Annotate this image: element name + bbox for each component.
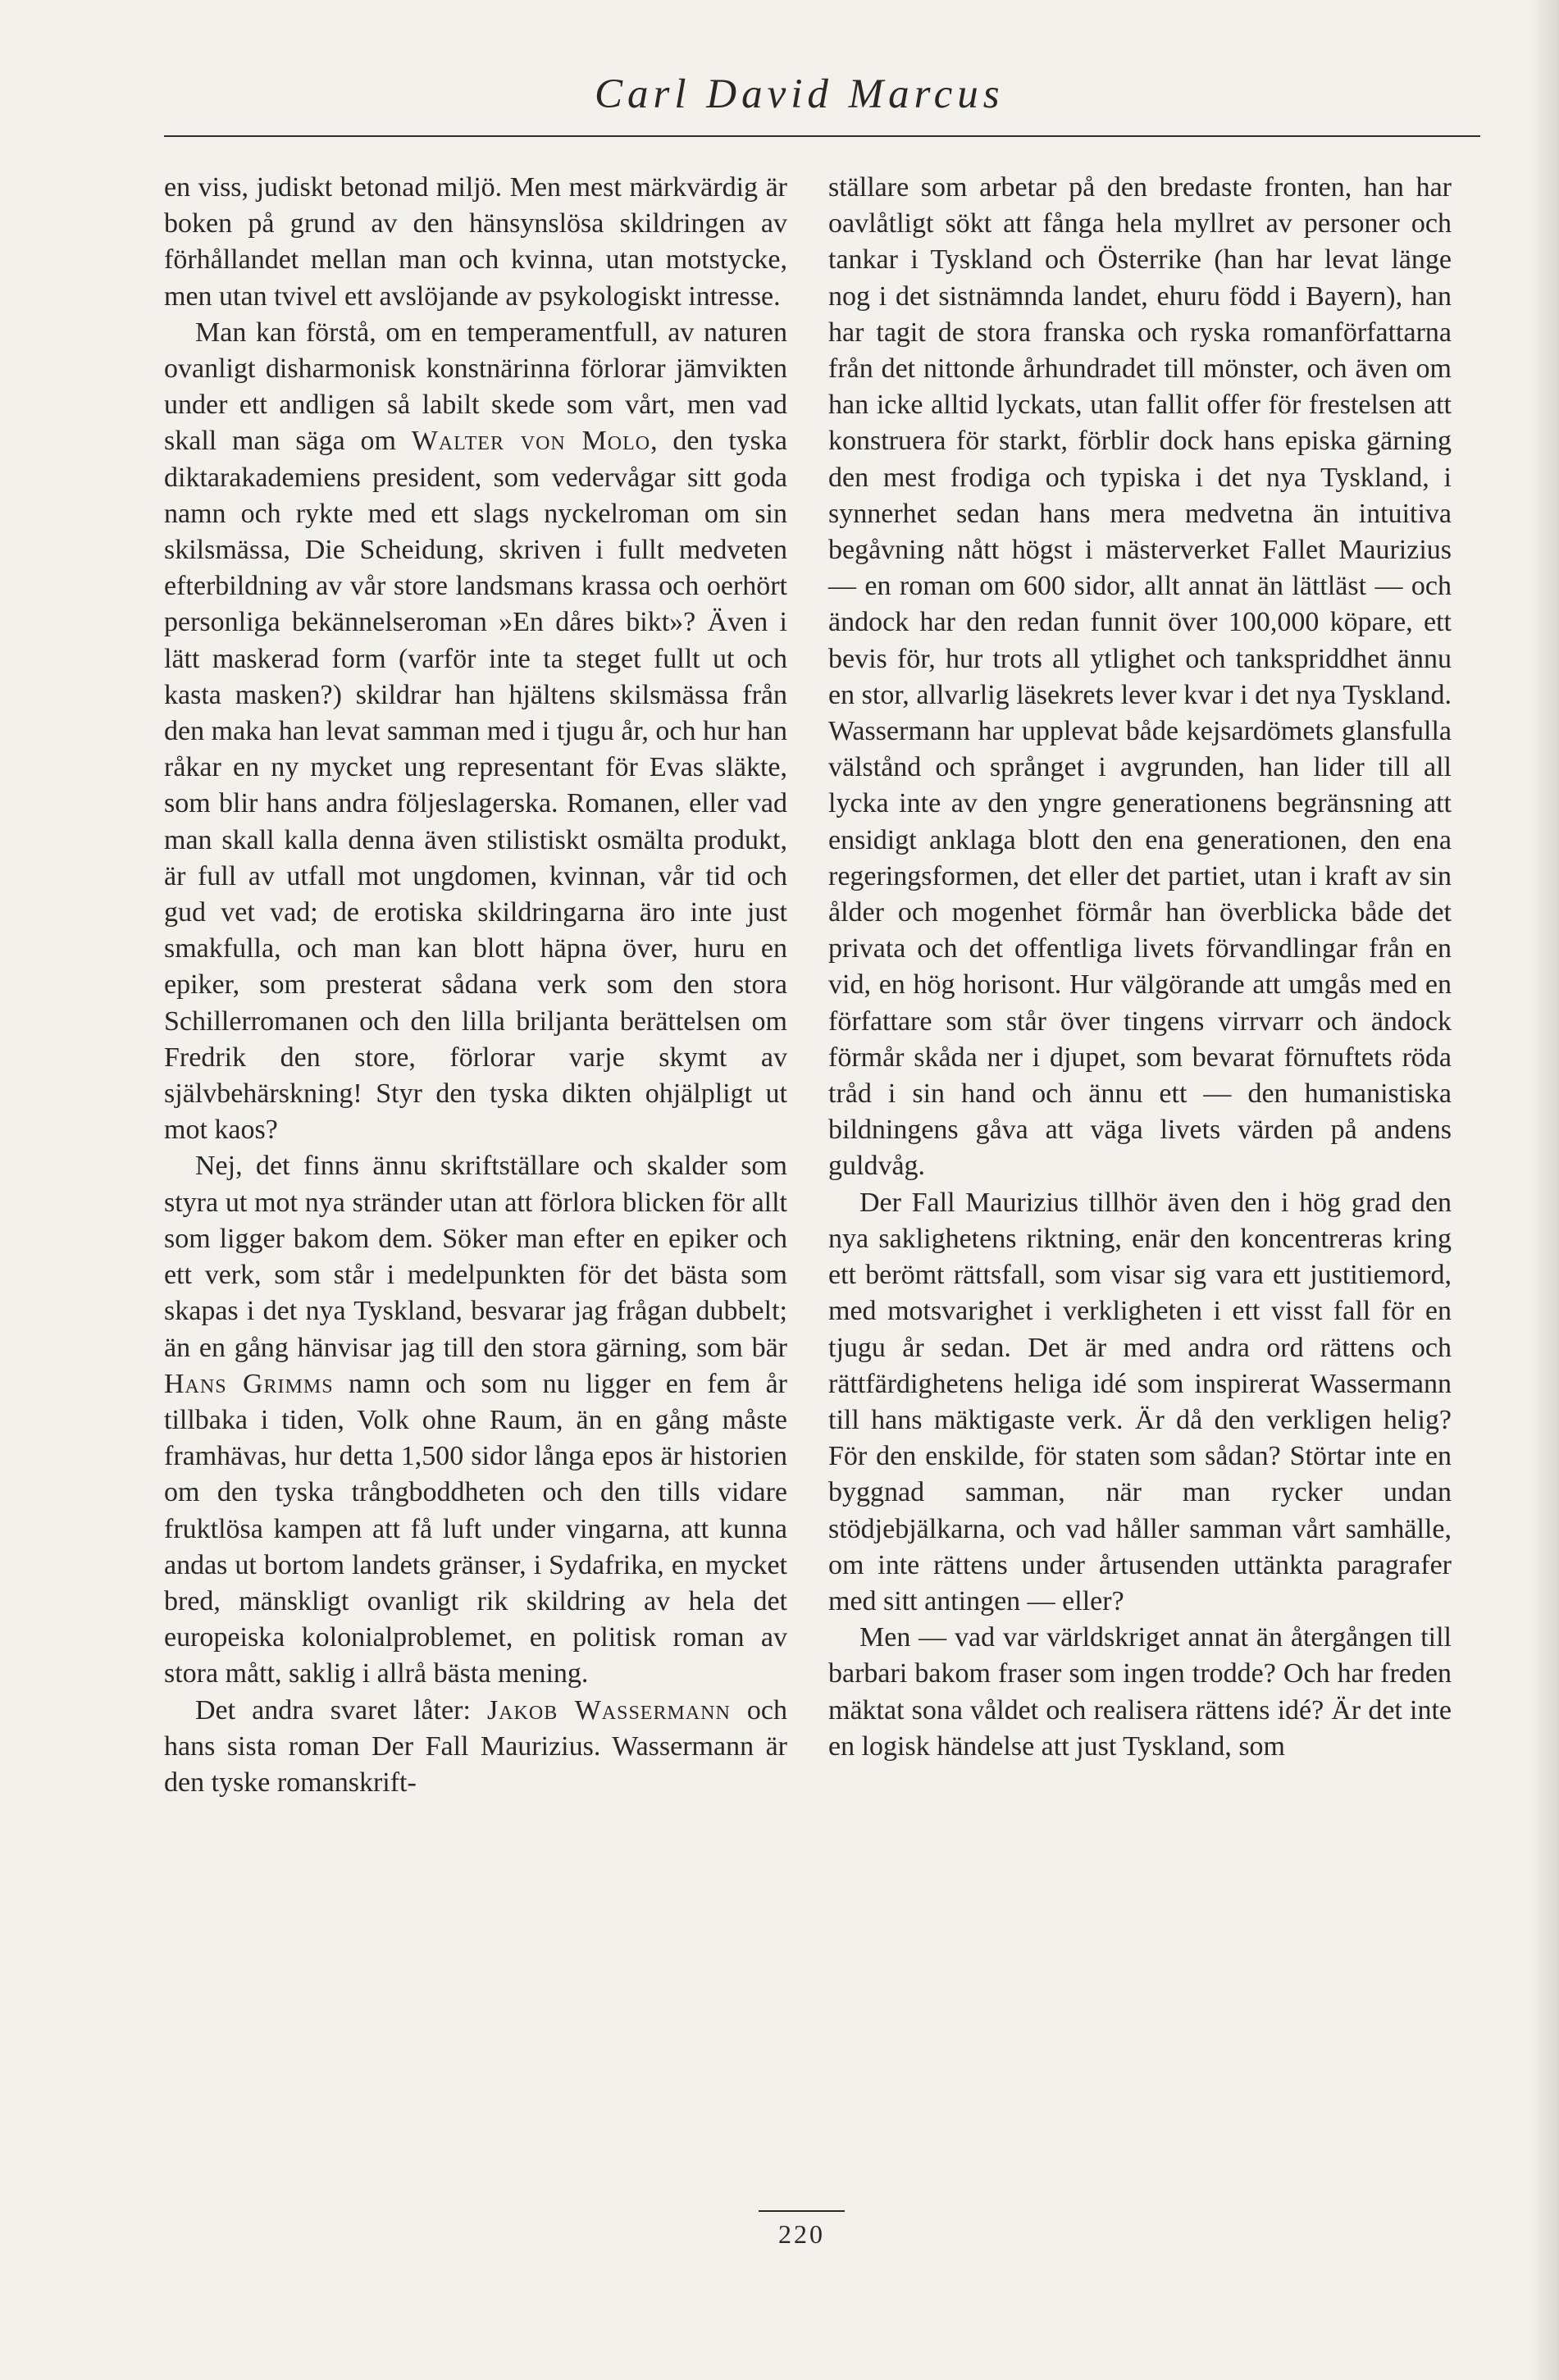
author-name: Hans Grimms xyxy=(164,1368,334,1399)
paragraph xyxy=(164,1148,787,1692)
author-name: Jakob Wassermann xyxy=(486,1694,731,1726)
paragraph: Der Fall Maurizius tillhör även den i hög grad den nya saklighetens riktning, enär den koncentreras kring ett berömt rättsfall, som visar sig vara ett justitiemord, med motsvarighet i verkligheten i ett visst fall för en tjugu år sedan. Det är med andra ord rättens och rättfärdighetens heliga idé som inspirerat Wassermann till hans mäktigaste verk. Är då den verkligen helig? För den enskilde, för staten som sådan? Störtar inte en byggnad samman, när man rycker undan stödjebjälkarna, och vad håller samman vårt samhälle, om inte rättens under årtusenden uttänkta paragrafer med sitt antingen — eller? xyxy=(828,1187,1452,1616)
header-rule xyxy=(164,135,1480,137)
paragraph xyxy=(164,1693,787,1802)
page-number: 220 xyxy=(778,2219,825,2249)
text-run: namn och som nu ligger en fem år tillbaka i tiden, Volk ohne Raum, än en gång måste framhävas, hur detta 1,500 sidor långa epos är historien om den tyska trångboddheten och den tills vidare fruktlösa kampen att få luft under vingarna, att kunna andas ut bortom landets gränser, i Sydafrika, en mycket bred, mänskligt ovanligt rik skildring av hela det europeiska kolonialproblemet, en politisk roman av stora mått, saklig i allrå bästa mening. xyxy=(164,1368,787,1689)
text-run: Det andra svaret låter: xyxy=(195,1694,471,1726)
paragraph: Men — vad var världskriget annat än återgången till barbari bakom fraser som ingen trodde? Och har freden mäktat sona våldet och realisera rättens idé? Är det inte en logisk händelse att just Tyskland, som xyxy=(828,1622,1452,1762)
paragraph xyxy=(164,315,787,1149)
running-head-title: Carl David Marcus xyxy=(595,71,1005,117)
text-run: , den tyska diktarakademiens president, som vedervågar sitt goda namn och rykte med ett slags nyckelroman om sin skilsmässa, Die Scheidung, skriven i fullt medveten efterbildning av vår store landsmans krassa och oerhört personliga bekännelseroman »En dåres bikt»? Även i lätt maskerad form (varför inte ta steget fullt ut och kasta masken?) skildrar han hjältens skilsmässa från den maka han levat samman med i tjugu år, och hur han råkar en ny mycket ung representant för Evas släkte, som blir hans andra följeslagerska. Romanen, eller vad man skall kalla denna även stilistiskt osmälta produkt, är full av utfall mot ungdomen, kvinnan, vår tid och gud vet vad; de erotiska skildringarna äro inte just smakfulla, och man kan blott häpna över, huru en epiker, som presterat sådana verk som den stora Schillerromanen och den lilla briljanta berättelsen om Fredrik den store, förlorar varje skymt av självbehärskning! Styr den tyska dikten ohjälpligt ut mot kaos? xyxy=(164,426,787,1146)
text-run: Man kan förstå, om en temperamentfull, av naturen ovanligt disharmonisk konstnärinna förlorar jämvikten under ett andligen så labilt skede som vårt, men vad skall man säga om xyxy=(164,317,787,457)
right-text-column xyxy=(828,170,1452,1765)
text-run: och hans sista roman Der Fall Maurizius. Wassermann är den tyske romanskrift- xyxy=(164,1694,788,1798)
left-text-column xyxy=(164,170,787,1801)
paragraph: ställare som arbetar på den bredaste fronten, han har oavlåtligt sökt att fånga hela myllret av personer och tankar i Tyskland och Österrike (han har levat länge nog i det sistnämnda landet, ehuru född i Bayern), han har tagit de stora franska och ryska romanförfattarna från det nittonde århundradet till mönster, och även om han icke alltid lyckats, utan fallit offer för frestelsen att konstruera för starkt, förblir dock hans episka gärning den mest frodiga och typiska i det nya Tyskland, i synnerhet sedan hans mera medvetna än intuitiva begåvning nått högst i mästerverket Fallet Maurizius — en roman om 600 sidor, allt annat än lättläst — och ändock har den redan funnit över 100,000 köpare, ett bevis för, hur trots all ytlighet och tankspriddhet ännu en stor, allvarlig läsekrets lever kvar i det nya Tyskland. Wassermann har upplevat både kejsardömets glansfulla välstånd och språnget i avgrunden, han lider till all lycka inte av den yngre generationens begränsning att ensidigt anklaga blott den ena generationen, den ena regeringsformen, det eller det partiet, utan i kraft av sin ålder och mogenhet förmår han överblicka både det privata och det offentliga livets förvandlingar från en vid, en hög horisont. Hur välgörande att umgås med en författare som står över tingens virrvarr och ändock förmår skåda ner i djupet, som bevarat förnuftets röda tråd i sin hand och ännu ett — den humanistiska bildningens gåva att väga livets värden på andens guldvåg. xyxy=(828,172,1452,1182)
page-binding-shadow xyxy=(1529,0,1559,2380)
text-run: Nej, det finns ännu skriftställare och skalder som styra ut mot nya stränder utan att förlora blicken för allt som ligger bakom dem. Söker man efter en epiker och ett verk, som står i medelpunkten för det bästa som skapas i det nya Tyskland, besvarar jag frågan dubbelt; än en gång hänvisar jag till den stora gärning, som bär xyxy=(164,1151,787,1363)
footer-rule xyxy=(759,2210,845,2212)
paragraph: en viss, judiskt betonad miljö. Men mest märkvärdig är boken på grund av den hänsynslösa skildringen av förhållandet mellan man och kvinna, utan motstycke, men utan tvivel ett avslöjande av psykologiskt intresse. xyxy=(164,172,787,312)
author-name: Walter von Molo xyxy=(411,426,651,457)
